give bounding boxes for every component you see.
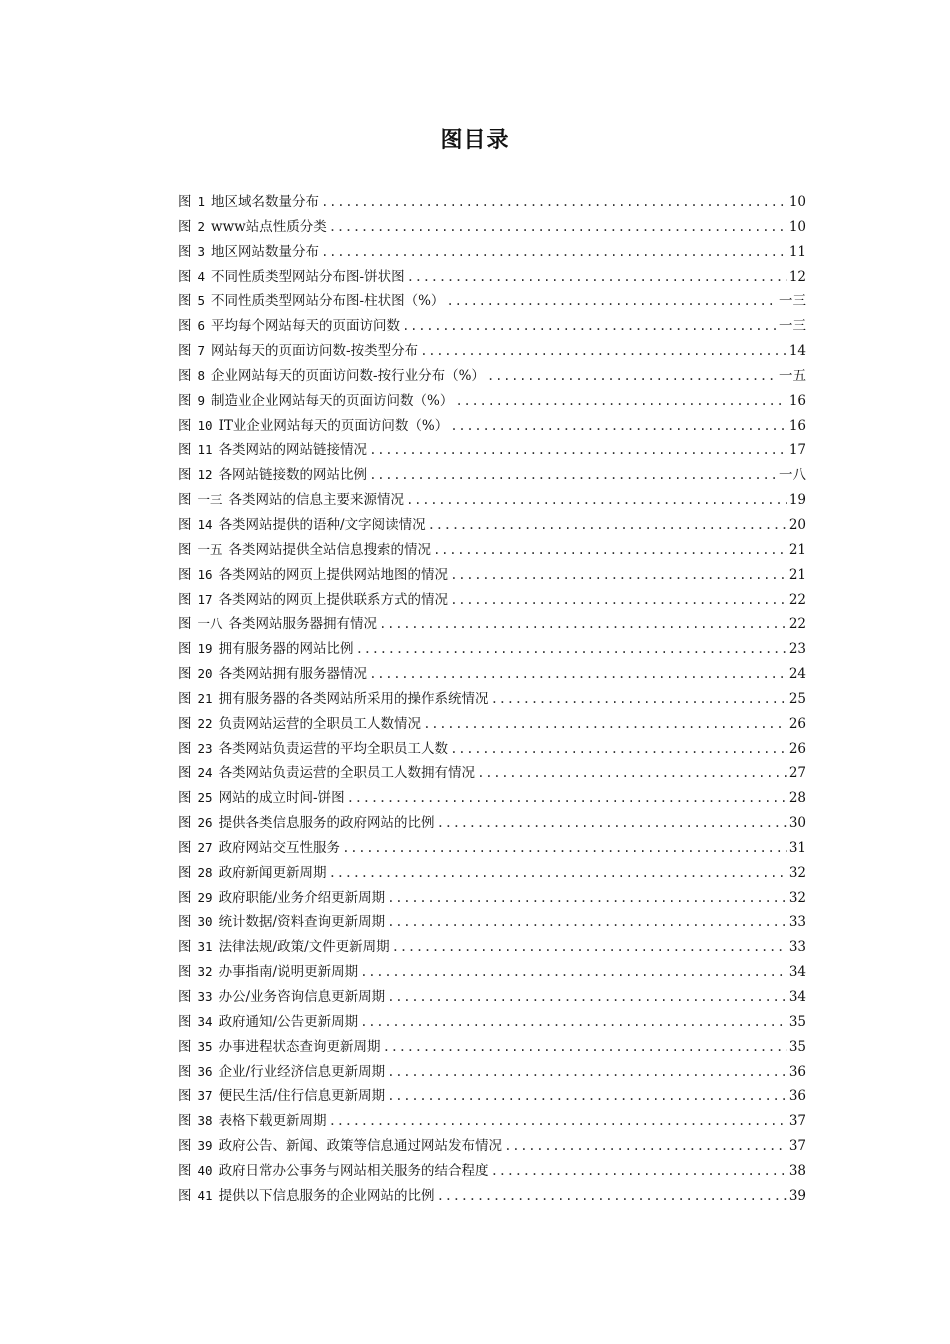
toc-entry-label — [178, 414, 448, 439]
toc-entry-label — [178, 513, 426, 538]
figure-prefix: 图 — [178, 715, 192, 732]
figure-prefix: 图 — [178, 1187, 192, 1204]
figure-number: 一八 — [197, 616, 223, 632]
dot-leader — [504, 1134, 787, 1159]
dot-leader — [487, 364, 777, 389]
toc-entry-label — [178, 737, 448, 762]
dot-leader — [387, 1084, 787, 1109]
toc-entry[interactable] — [178, 687, 806, 712]
toc-entry[interactable] — [178, 1060, 806, 1085]
dot-leader — [387, 985, 787, 1010]
toc-entry[interactable] — [178, 1010, 806, 1035]
figure-prefix: 图 — [178, 989, 192, 1005]
figure-number: 22 — [197, 715, 213, 731]
dot-leader — [342, 836, 787, 861]
page-number: 28 — [788, 790, 806, 807]
toc-entry[interactable] — [178, 364, 806, 389]
figure-number: 5 — [197, 293, 206, 309]
figure-prefix: 图 — [178, 864, 192, 881]
toc-entry-label — [178, 935, 390, 960]
toc-entry[interactable] — [178, 1184, 806, 1209]
figure-title: 网站每天的页面访问数-按类型分布 — [211, 343, 419, 360]
figure-number: 1 — [197, 194, 206, 209]
toc-entry-label — [178, 637, 354, 662]
figure-title: 政府公告、新闻、政策等信息通过网站发布情况 — [218, 1138, 503, 1155]
toc-entry[interactable] — [178, 414, 806, 439]
page-number: 38 — [788, 1162, 806, 1179]
figure-number: 3 — [197, 243, 206, 259]
page-number: 一三 — [779, 293, 806, 310]
figure-prefix: 图 — [178, 367, 192, 384]
figure-prefix: 图 — [178, 939, 192, 956]
dot-leader — [387, 910, 787, 935]
figure-prefix: 图 — [178, 591, 192, 608]
figure-prefix: 图 — [178, 194, 192, 210]
toc-entry[interactable] — [178, 438, 806, 463]
page-number: 33 — [788, 914, 806, 931]
figure-number: 4 — [197, 268, 206, 284]
figure-prefix: 图 — [178, 343, 192, 360]
dot-leader — [369, 438, 787, 463]
figure-number: 38 — [197, 1113, 213, 1129]
toc-entry[interactable] — [178, 960, 806, 985]
figure-title: 各网站链接数的网站比例 — [218, 467, 368, 484]
figure-title: 提供各类信息服务的政府网站的比例 — [218, 815, 435, 832]
figure-number: 一五 — [197, 541, 223, 557]
toc-entry[interactable] — [178, 1134, 806, 1159]
page-number: 37 — [788, 1138, 806, 1155]
dot-leader — [450, 563, 787, 588]
dot-leader — [347, 786, 787, 811]
figure-prefix: 图 — [178, 839, 192, 856]
figure-title: 办事指南/说明更新周期 — [218, 964, 359, 981]
dot-leader — [321, 190, 787, 215]
toc-entry[interactable] — [178, 886, 806, 911]
page-number: 16 — [788, 392, 806, 409]
figure-title: 不同性质类型网站分布图-柱状图（%） — [211, 293, 445, 310]
figure-number: 41 — [197, 1187, 213, 1203]
figure-prefix: 图 — [178, 1138, 192, 1155]
page-number: 34 — [788, 964, 806, 981]
figure-number: 21 — [197, 690, 213, 706]
figure-title: 各类网站负责运营的平均全职员工人数 — [218, 740, 449, 757]
dot-leader — [387, 886, 787, 911]
dot-leader — [379, 612, 787, 637]
dot-leader — [383, 1035, 787, 1060]
toc-entry-label — [178, 538, 431, 563]
page-number: 23 — [788, 641, 806, 658]
dot-leader — [329, 1109, 787, 1134]
toc-entry[interactable] — [178, 637, 806, 662]
toc-entry-label — [178, 786, 345, 811]
figure-title: 制造业企业网站每天的页面访问数（%） — [211, 392, 454, 409]
toc-entry[interactable] — [178, 563, 806, 588]
page-number: 22 — [788, 591, 806, 608]
toc-entry[interactable] — [178, 215, 806, 240]
figure-prefix: 图 — [178, 566, 192, 583]
figure-title: 政府新闻更新周期 — [218, 864, 327, 881]
toc-entry[interactable] — [178, 1035, 806, 1060]
toc-entry-label — [178, 861, 327, 886]
figure-number: 14 — [197, 516, 213, 532]
toc-entry-label — [178, 1060, 385, 1085]
figure-prefix: 图 — [178, 516, 192, 533]
page-number: 27 — [788, 765, 806, 782]
page-number: 26 — [788, 715, 806, 732]
toc-entry[interactable] — [178, 314, 806, 339]
toc-entry[interactable] — [178, 910, 806, 935]
figure-prefix: 图 — [178, 666, 192, 683]
page-number: 17 — [788, 442, 806, 459]
figure-title: 统计数据/资料查询更新周期 — [218, 914, 386, 931]
figure-title: 拥有服务器的各类网站所采用的操作系统情况 — [218, 690, 489, 707]
toc-entry-label — [178, 289, 444, 314]
figure-title: 政府职能/业务介绍更新周期 — [218, 889, 386, 906]
toc-entry-label — [178, 612, 377, 637]
toc-entry[interactable] — [178, 1159, 806, 1184]
page-number: 35 — [788, 1013, 806, 1030]
toc-entry[interactable] — [178, 289, 806, 314]
toc-entry-label — [178, 588, 448, 613]
page-number: 32 — [788, 864, 806, 881]
toc-entry[interactable] — [178, 1109, 806, 1134]
toc-entry[interactable] — [178, 389, 806, 414]
toc-entry-label — [178, 960, 358, 985]
toc-entry[interactable] — [178, 761, 806, 786]
toc-entry-label — [178, 438, 367, 463]
toc-entry-label — [178, 712, 421, 737]
dot-leader — [455, 389, 786, 414]
toc-entry-label — [178, 886, 385, 911]
dot-leader — [446, 289, 777, 314]
dot-leader — [437, 811, 787, 836]
figure-prefix: 图 — [178, 417, 192, 434]
page-number: 一五 — [779, 367, 806, 384]
figure-title: 不同性质类型网站分布图-饼状图 — [211, 268, 405, 285]
dot-leader — [406, 488, 787, 513]
figure-list — [178, 190, 806, 1209]
figure-title: 各类网站的网页上提供网站地图的情况 — [218, 566, 449, 583]
page-number: 10 — [788, 218, 806, 235]
page-number: 14 — [788, 343, 806, 360]
figure-title: 便民生活/住行信息更新周期 — [218, 1088, 386, 1105]
figure-number: 9 — [197, 392, 206, 408]
figure-prefix: 图 — [178, 1013, 192, 1030]
toc-entry[interactable] — [178, 811, 806, 836]
page-number: 26 — [788, 740, 806, 757]
toc-entry[interactable] — [178, 1084, 806, 1109]
toc-entry[interactable] — [178, 836, 806, 861]
figure-title: 各类网站提供全站信息搜索的情况 — [228, 541, 432, 558]
toc-entry[interactable] — [178, 265, 806, 290]
toc-entry[interactable] — [178, 662, 806, 687]
figure-prefix: 图 — [178, 268, 192, 285]
dot-leader — [450, 414, 787, 439]
figure-number: 35 — [197, 1038, 213, 1054]
page-number: 25 — [788, 690, 806, 707]
toc-entry-label — [178, 389, 453, 414]
toc-entry[interactable] — [178, 240, 806, 265]
figure-prefix: 图 — [178, 815, 192, 832]
dot-leader — [477, 761, 787, 786]
figure-prefix: 图 — [178, 218, 192, 235]
figure-number: 32 — [197, 964, 213, 980]
figure-title: 网站的成立时间-饼图 — [218, 790, 345, 807]
figure-title: 拥有服务器的网站比例 — [218, 641, 354, 658]
toc-entry-label — [178, 687, 489, 712]
figure-title: 地区域名数量分布 — [211, 194, 320, 210]
figure-title: 政府日常办公事务与网站相关服务的结合程度 — [218, 1162, 489, 1179]
figure-number: 33 — [197, 989, 213, 1004]
figure-title: 企业/行业经济信息更新周期 — [218, 1063, 386, 1080]
toc-entry-label — [178, 488, 404, 513]
figure-prefix: 图 — [178, 690, 192, 707]
page-number: 10 — [788, 194, 806, 210]
dot-leader — [392, 935, 787, 960]
toc-entry-label — [178, 811, 435, 836]
figure-title: 各类网站拥有服务器情况 — [218, 666, 368, 683]
figure-prefix: 图 — [178, 790, 192, 807]
figure-number: 27 — [197, 839, 213, 855]
toc-entry-label — [178, 463, 367, 488]
toc-entry[interactable] — [178, 935, 806, 960]
figure-title: 提供以下信息服务的企业网站的比例 — [218, 1187, 435, 1204]
toc-entry[interactable] — [178, 712, 806, 737]
page-number: 22 — [788, 616, 806, 633]
page-number: 36 — [788, 1063, 806, 1080]
figure-number: 29 — [197, 889, 213, 905]
dot-leader — [369, 662, 787, 687]
dot-leader — [329, 215, 787, 240]
toc-entry-label — [178, 910, 385, 935]
page-number: 34 — [788, 989, 806, 1005]
figure-number: 17 — [197, 591, 213, 607]
figure-number: 37 — [197, 1088, 213, 1104]
page-number: 16 — [788, 417, 806, 434]
toc-entry-label — [178, 761, 475, 786]
toc-entry-label — [178, 1109, 327, 1134]
figure-prefix: 图 — [178, 442, 192, 459]
dot-leader — [428, 513, 787, 538]
dot-leader — [369, 463, 777, 488]
figure-title: www站点性质分类 — [211, 218, 327, 235]
figure-title: 办公/业务咨询信息更新周期 — [218, 989, 386, 1005]
toc-entry-label — [178, 1035, 381, 1060]
figure-number: 24 — [197, 765, 213, 781]
toc-entry-label — [178, 240, 319, 265]
figure-number: 11 — [197, 442, 213, 458]
figure-number: 26 — [197, 815, 213, 831]
figure-prefix: 图 — [178, 541, 192, 558]
page-number: 一三 — [779, 318, 806, 335]
figure-prefix: 图 — [178, 1162, 192, 1179]
page-number: 21 — [788, 541, 806, 558]
dot-leader — [321, 240, 787, 265]
toc-entry[interactable] — [178, 861, 806, 886]
figure-number: 23 — [197, 740, 213, 756]
figure-title: 负责网站运营的全职员工人数情况 — [218, 715, 422, 732]
figure-number: 28 — [197, 864, 213, 880]
page-number: 30 — [788, 815, 806, 832]
figure-prefix: 图 — [178, 293, 192, 310]
figure-title: 各类网站负责运营的全职员工人数拥有情况 — [218, 765, 476, 782]
figure-number: 8 — [197, 367, 206, 383]
dot-leader — [407, 265, 787, 290]
dot-leader — [356, 637, 787, 662]
figure-number: 7 — [197, 343, 206, 359]
figure-prefix: 图 — [178, 616, 192, 633]
figure-title: 企业网站每天的页面访问数-按行业分布（%） — [211, 367, 485, 384]
toc-entry[interactable] — [178, 339, 806, 364]
toc-entry-label — [178, 1084, 385, 1109]
figure-number: 36 — [197, 1063, 213, 1079]
toc-entry[interactable] — [178, 588, 806, 613]
figure-prefix: 图 — [178, 914, 192, 931]
figure-prefix: 图 — [178, 641, 192, 658]
toc-entry-label — [178, 265, 405, 290]
figure-prefix: 图 — [178, 1088, 192, 1105]
figure-title: 法律法规/政策/文件更新周期 — [218, 939, 390, 956]
dot-leader — [450, 737, 787, 762]
figure-number: 2 — [197, 218, 206, 234]
toc-entry[interactable] — [178, 985, 806, 1010]
toc-entry-label — [178, 364, 485, 389]
dot-leader — [420, 339, 787, 364]
page-number: 21 — [788, 566, 806, 583]
figure-title: 各类网站的网页上提供联系方式的情况 — [218, 591, 449, 608]
dot-leader — [437, 1184, 787, 1209]
dot-leader — [433, 538, 787, 563]
figure-number: 40 — [197, 1162, 213, 1178]
dot-leader — [329, 861, 787, 886]
toc-entry-label — [178, 215, 327, 240]
figure-title: 平均每个网站每天的页面访问数 — [211, 318, 401, 335]
figure-number: 20 — [197, 666, 213, 682]
figure-title: 政府通知/公告更新周期 — [218, 1013, 359, 1030]
toc-entry-label — [178, 985, 385, 1010]
figure-number: 16 — [197, 566, 213, 582]
toc-entry[interactable] — [178, 538, 806, 563]
toc-entry[interactable] — [178, 612, 806, 637]
toc-entry-label — [178, 563, 448, 588]
dot-leader — [387, 1060, 787, 1085]
figure-number: 一三 — [197, 492, 223, 508]
page-number: 35 — [788, 1038, 806, 1055]
figure-title: 办事进程状态查询更新周期 — [218, 1038, 381, 1055]
figure-number: 12 — [197, 467, 213, 483]
figure-prefix: 图 — [178, 964, 192, 981]
figure-number: 39 — [197, 1138, 213, 1154]
page-number: 24 — [788, 666, 806, 683]
dot-leader — [450, 588, 787, 613]
toc-entry-label — [178, 314, 400, 339]
figure-title: 各类网站的网站链接情况 — [218, 442, 368, 459]
page-number: 31 — [788, 839, 806, 856]
figure-prefix: 图 — [178, 467, 192, 484]
dot-leader — [491, 1159, 787, 1184]
page-number: 11 — [788, 243, 806, 260]
toc-entry-label — [178, 1159, 489, 1184]
toc-entry[interactable] — [178, 488, 806, 513]
figure-number: 6 — [197, 318, 206, 334]
toc-entry-label — [178, 1134, 502, 1159]
toc-entry[interactable] — [178, 513, 806, 538]
page-number: 12 — [788, 268, 806, 285]
toc-entry-label — [178, 836, 340, 861]
figure-prefix: 图 — [178, 318, 192, 335]
figure-title: 各类网站服务器拥有情况 — [228, 616, 378, 633]
figure-title: 表格下载更新周期 — [218, 1113, 327, 1130]
figure-prefix: 图 — [178, 492, 192, 509]
toc-entry-label — [178, 339, 418, 364]
page-number: 32 — [788, 889, 806, 906]
toc-entry[interactable] — [178, 190, 806, 215]
page-number: 37 — [788, 1113, 806, 1130]
toc-entry[interactable] — [178, 786, 806, 811]
figure-prefix: 图 — [178, 740, 192, 757]
dot-leader — [423, 712, 787, 737]
dot-leader — [360, 960, 787, 985]
figure-number: 10 — [197, 417, 213, 433]
figure-prefix: 图 — [178, 765, 192, 782]
page-title: 图目录 — [440, 128, 510, 153]
page-number: 36 — [788, 1088, 806, 1105]
toc-entry[interactable] — [178, 463, 806, 488]
figure-title: 政府网站交互性服务 — [218, 839, 341, 856]
figure-prefix: 图 — [178, 1038, 192, 1055]
toc-entry-label — [178, 1184, 435, 1209]
figure-title: IT业企业网站每天的页面访问数（%） — [218, 417, 449, 434]
dot-leader — [491, 687, 787, 712]
figure-title: 地区网站数量分布 — [211, 243, 320, 260]
toc-entry-label — [178, 1010, 358, 1035]
figure-number: 19 — [197, 641, 213, 657]
dot-leader — [360, 1010, 787, 1035]
page-number: 20 — [788, 516, 806, 533]
figure-title: 各类网站的信息主要来源情况 — [228, 492, 405, 509]
page-number: 39 — [788, 1187, 806, 1204]
figure-title: 各类网站提供的语种/文字阅读情况 — [218, 516, 426, 533]
figure-prefix: 图 — [178, 889, 192, 906]
page-number: 19 — [788, 492, 806, 509]
figure-number: 30 — [197, 914, 213, 930]
figure-prefix: 图 — [178, 1113, 192, 1130]
figure-number: 34 — [197, 1013, 213, 1029]
page-number: 一八 — [779, 467, 806, 484]
page-number: 33 — [788, 939, 806, 956]
toc-entry-label — [178, 662, 367, 687]
figure-prefix: 图 — [178, 392, 192, 409]
figure-number: 31 — [197, 939, 213, 955]
toc-entry[interactable] — [178, 737, 806, 762]
dot-leader — [402, 314, 777, 339]
figure-prefix: 图 — [178, 1063, 192, 1080]
figure-prefix: 图 — [178, 243, 192, 260]
figure-number: 25 — [197, 790, 213, 806]
toc-entry-label — [178, 190, 319, 215]
